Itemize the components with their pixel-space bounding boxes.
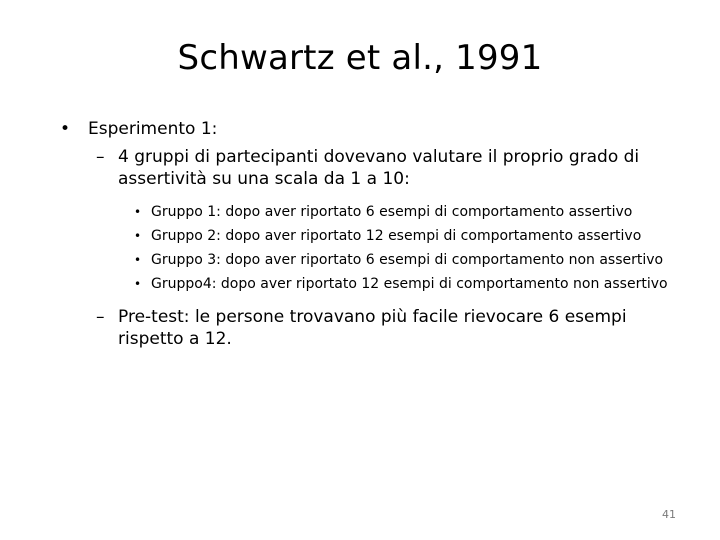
- group-item: [134, 250, 671, 271]
- group-item-text: Gruppo4: dopo aver riportato 12 esempi di comportamento non assertivo: [151, 276, 668, 292]
- sub-bullet-pretest: [96, 306, 638, 350]
- group-item: [134, 226, 671, 247]
- bullet-dot-icon: •: [134, 205, 142, 219]
- dash-icon: –: [96, 147, 105, 167]
- slide-content: [58, 118, 668, 350]
- bullet-dot-icon: •: [134, 229, 142, 243]
- sub-bullet-text: Pre-test: le persone trovavano più facile rievocare 6 esempi rispetto a 12.: [118, 307, 627, 349]
- bullet-esperimento: [58, 118, 668, 140]
- slide-title: Schwartz et al., 1991: [177, 38, 543, 78]
- group-list: [134, 202, 671, 295]
- bullet-dot-icon: •: [134, 253, 142, 267]
- group-item-text: Gruppo 1: dopo aver riportato 6 esempi di comportamento assertivo: [151, 204, 633, 220]
- group-item-text: Gruppo 3: dopo aver riportato 6 esempi di comportamento non assertivo: [151, 252, 664, 268]
- dash-icon: –: [96, 307, 105, 327]
- bullet-dot-icon: •: [134, 277, 142, 291]
- group-item: [134, 274, 671, 295]
- sub-bullet-partecipanti: [96, 146, 668, 190]
- bullet-text: Esperimento 1:: [88, 119, 218, 139]
- bullet-dot-icon: •: [60, 119, 71, 139]
- group-item: [134, 202, 671, 223]
- page-number: 41: [662, 508, 676, 521]
- sub-bullet-text: 4 gruppi di partecipanti dovevano valutare il proprio grado di assertività su una scala da 1 a 10:: [118, 147, 640, 189]
- group-item-text: Gruppo 2: dopo aver riportato 12 esempi di comportamento assertivo: [151, 228, 642, 244]
